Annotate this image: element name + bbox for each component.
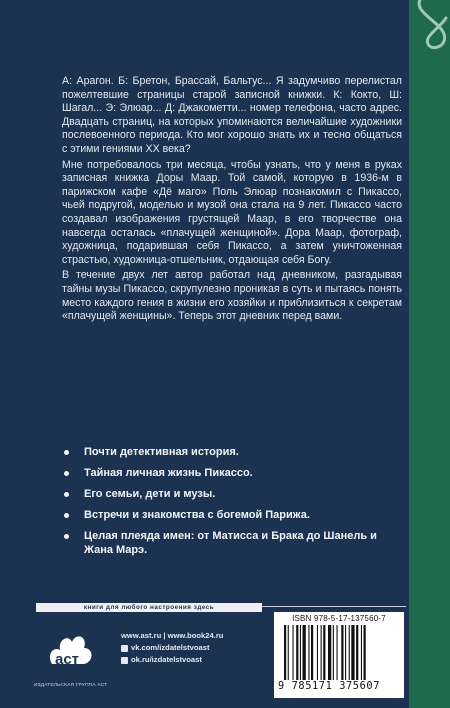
paragraph-1: А: Арагон. Б: Бретон, Брассай, Бальтус... Я задумчиво перелистал пожелтевшие страницы старой записной книжки. К: Кокто, Ш: Шагал... Э: Элюар... Д: Джакометти... номер телефона, часто адрес. Двадцать страниц, на которых упоминаются величайшие художники послевоенного периода. Кто мог хорошо знать их и тесно общаться с этими гениями XX века?: [62, 75, 402, 155]
feature-item: Целая плеяда имен: от Матисса и Брака до Шанель и Жана Марэ.: [62, 529, 402, 557]
barcode-bar: [321, 625, 322, 680]
feature-item: Его семьи, дети и музы.: [62, 487, 402, 501]
barcode-bar: [284, 625, 286, 680]
feature-item: Встречи и знакомства с богемой Парижа.: [62, 508, 402, 522]
barcode-bar: [337, 625, 338, 680]
ok-icon: [121, 657, 128, 664]
barcode-bar: [364, 625, 366, 680]
barcode-bar: [296, 625, 298, 680]
vk-icon: [121, 645, 128, 652]
isbn-number: ISBN 978-5-17-137560-7: [292, 614, 386, 623]
barcode-bar: [345, 625, 346, 680]
barcode-bar: [341, 625, 343, 680]
feature-item: Почти детективная история.: [62, 445, 402, 459]
site-line[interactable]: www.ast.ru | www.book24.ru: [121, 631, 224, 640]
paragraph-3: В течение двух лет автор работал над дневником, разгадывая тайны музы Пикассо, скрупулезно проникая в суть и пытаясь понять место каждого гения в жизни его хозяйки и приблизиться к секретам «плачущей женщины». Теперь этот дневник перед вами.: [62, 269, 402, 323]
ok-url[interactable]: ok.ru/izdatelstvoast: [131, 655, 202, 664]
logo-wordmark: аст: [54, 651, 80, 668]
barcode-bar: [308, 625, 309, 680]
barcode-bar: [333, 625, 334, 680]
barcode-bar: [349, 625, 350, 680]
site-links[interactable]: [121, 630, 271, 642]
feature-list: [62, 445, 402, 564]
barcode-bar: [361, 625, 362, 680]
barcode-bar: [356, 625, 358, 680]
spine-ornament: [410, 0, 450, 60]
barcode-bar: [311, 625, 313, 680]
barcode-bar: [300, 625, 301, 680]
barcode-digits: 9 785171 375607: [278, 680, 380, 692]
isbn-barcode-panel: [274, 612, 404, 698]
vk-link[interactable]: [121, 642, 271, 654]
barcode-bar: [293, 625, 294, 680]
barcode: [284, 625, 398, 680]
barcode-bar: [317, 625, 318, 680]
barcode-bar: [328, 625, 331, 680]
feature-item: Тайная личная жизнь Пикассо.: [62, 466, 402, 480]
spine-strip: [409, 0, 450, 708]
barcode-bar: [288, 625, 289, 680]
tagline: книги для любого настроения здесь: [36, 603, 262, 612]
paragraph-2: Мне потребовалось три месяца, чтобы узнать, что у меня в руках записная книжка Доры Маар. Той самой, которую в 1936-м в парижском кафе «Дё маго» Поль Элюар познакомил с Пикассо, чьей подругой, моделью и музой она стала на 9 лет. Пикассо часто создавал изображения грустящей Маар, в его творчестве она навсегда осталась «плачущей женщиной». Дора Маар, фотограф, художница, подарившая себя Пикассо, а затем уничтоженная страстью, художница-отшельник, отдающая себя Богу.: [62, 158, 402, 266]
vk-url[interactable]: vk.com/izdatelstvoast: [131, 643, 210, 652]
ast-logo: [40, 624, 98, 680]
ok-link[interactable]: [121, 654, 271, 666]
annotation-text: [62, 75, 402, 326]
footer-links: [121, 630, 271, 666]
barcode-bar: [323, 625, 325, 680]
barcode-bar: [351, 625, 354, 680]
publisher-name: ИЗДАТЕЛЬСКАЯ ГРУППА АСТ: [34, 683, 108, 688]
barcode-bar: [303, 625, 306, 680]
